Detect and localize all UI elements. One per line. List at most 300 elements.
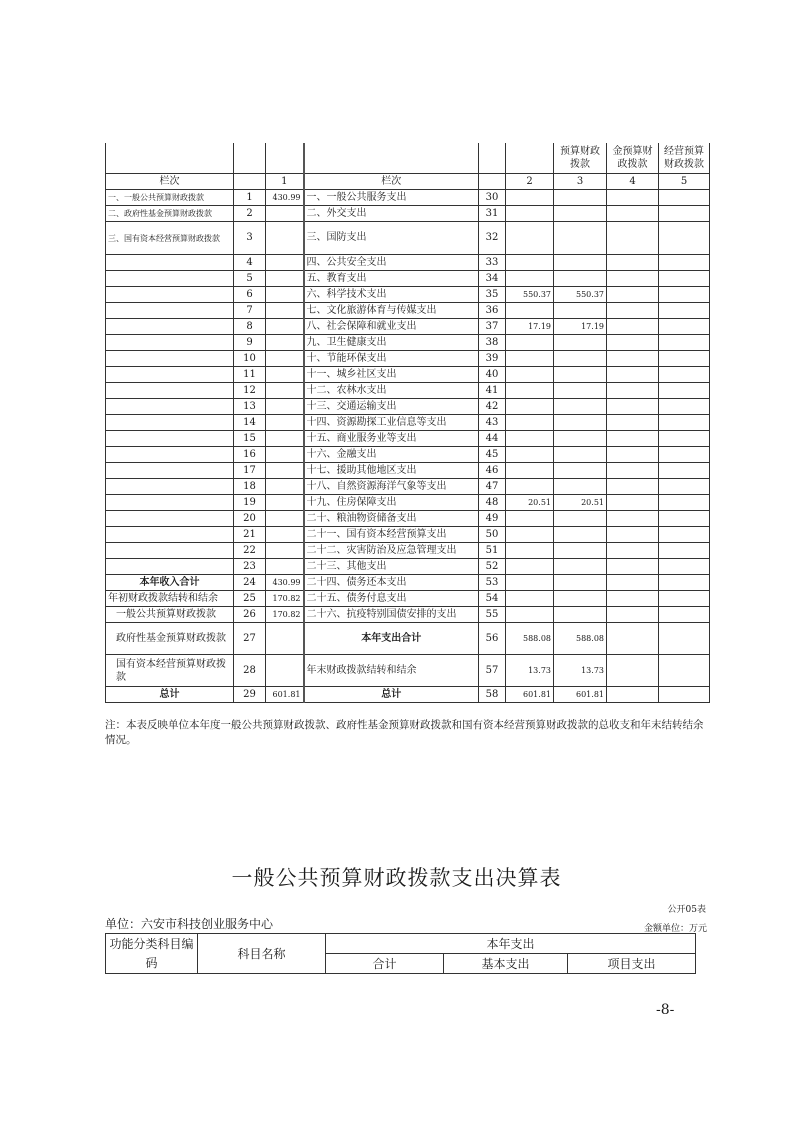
general-budget-amount — [554, 222, 607, 255]
table-row — [106, 543, 710, 559]
income-amount: 170.82 — [266, 591, 304, 607]
header-cell — [106, 143, 234, 174]
expenditure-item: 十三、交通运输支出 — [304, 399, 479, 415]
expenditure-item: 二、外交支出 — [304, 206, 479, 222]
expenditure-item: 二十二、灾害防治及应急管理支出 — [304, 543, 479, 559]
general-budget-amount — [554, 383, 607, 399]
general-budget-amount — [554, 335, 607, 351]
expenditure-line-no: 45 — [479, 447, 506, 463]
expenditure-item: 二十、粮油物资储备支出 — [304, 511, 479, 527]
general-budget-amount: 601.81 — [554, 687, 607, 703]
expenditure-line-no: 38 — [479, 335, 506, 351]
table-row — [106, 431, 710, 447]
table-row — [106, 351, 710, 367]
index-col1: 1 — [266, 174, 304, 190]
state-capital-amount — [659, 335, 710, 351]
income-item: 政府性基金预算财政拨款 — [106, 623, 234, 655]
state-capital-amount — [659, 303, 710, 319]
expenditure-line-no: 56 — [479, 623, 506, 655]
state-capital-amount — [659, 623, 710, 655]
table-row — [106, 271, 710, 287]
table-row — [106, 399, 710, 415]
table-row — [106, 687, 710, 703]
expenditure-item: 十九、住房保障支出 — [304, 495, 479, 511]
income-line-no: 5 — [234, 271, 266, 287]
state-capital-amount — [659, 655, 710, 687]
expenditure-item: 十二、农林水支出 — [304, 383, 479, 399]
expenditure-total — [506, 222, 554, 255]
expenditure-item: 二十四、债务还本支出 — [304, 575, 479, 591]
expenditure-total — [506, 591, 554, 607]
general-budget-amount — [554, 206, 607, 222]
table-row — [106, 303, 710, 319]
general-budget-amount — [554, 303, 607, 319]
amount-unit-label: 金额单位：万元 — [643, 924, 707, 934]
gov-fund-amount — [607, 463, 659, 479]
table-row — [106, 559, 710, 575]
expenditure-total — [506, 255, 554, 271]
gov-fund-amount — [607, 255, 659, 271]
general-budget-amount — [554, 431, 607, 447]
income-amount — [266, 543, 304, 559]
gov-fund-amount — [607, 687, 659, 703]
general-budget-amount — [554, 399, 607, 415]
gov-fund-amount — [607, 559, 659, 575]
state-capital-amount — [659, 399, 710, 415]
expenditure-total — [506, 351, 554, 367]
expenditure-total — [506, 303, 554, 319]
expenditure-item: 十八、自然资源海洋气象等支出 — [304, 479, 479, 495]
gov-fund-amount — [607, 543, 659, 559]
gov-fund-amount — [607, 303, 659, 319]
table-header-row — [106, 143, 710, 174]
table-row — [106, 190, 710, 206]
expenditure-item: 二十六、抗疫特别国债安排的支出 — [304, 607, 479, 623]
table-row — [106, 591, 710, 607]
income-amount — [266, 255, 304, 271]
expenditure-total: 601.81 — [506, 687, 554, 703]
income-item — [106, 335, 234, 351]
income-line-no: 23 — [234, 559, 266, 575]
income-line-no: 6 — [234, 287, 266, 303]
table-row — [106, 527, 710, 543]
state-capital-amount — [659, 463, 710, 479]
header-basic: 基本支出 — [444, 954, 568, 974]
gov-fund-amount — [607, 399, 659, 415]
expenditure-line-no: 36 — [479, 303, 506, 319]
general-budget-amount — [554, 575, 607, 591]
income-item — [106, 495, 234, 511]
income-line-no: 16 — [234, 447, 266, 463]
fiscal-appropriation-summary-table — [105, 143, 710, 703]
income-item — [106, 383, 234, 399]
income-item — [106, 255, 234, 271]
general-budget-amount — [554, 190, 607, 206]
header-current-year-expenditure: 本年支出 — [326, 934, 696, 954]
expenditure-total — [506, 271, 554, 287]
state-capital-amount — [659, 271, 710, 287]
expenditure-item: 年末财政拨款结转和结余 — [304, 655, 479, 687]
income-line-no: 17 — [234, 463, 266, 479]
index-label-right: 栏次 — [304, 174, 479, 190]
state-capital-amount — [659, 591, 710, 607]
gov-fund-amount — [607, 575, 659, 591]
state-capital-amount — [659, 206, 710, 222]
expenditure-total — [506, 431, 554, 447]
expenditure-total — [506, 399, 554, 415]
state-capital-amount — [659, 559, 710, 575]
income-line-no: 4 — [234, 255, 266, 271]
income-item — [106, 543, 234, 559]
expenditure-item: 一、一般公共服务支出 — [304, 190, 479, 206]
income-amount — [266, 335, 304, 351]
expenditure-item: 八、社会保障和就业支出 — [304, 319, 479, 335]
expenditure-line-no: 33 — [479, 255, 506, 271]
income-line-no: 10 — [234, 351, 266, 367]
income-item: 本年收入合计 — [106, 575, 234, 591]
unit-label: 单位：六安市科技创业服务中心 — [105, 917, 274, 931]
income-line-no: 3 — [234, 222, 266, 255]
table-row — [106, 255, 710, 271]
income-amount: 430.99 — [266, 190, 304, 206]
income-line-no: 12 — [234, 383, 266, 399]
gov-fund-amount — [607, 271, 659, 287]
expenditure-total — [506, 367, 554, 383]
expenditure-item: 二十三、其他支出 — [304, 559, 479, 575]
income-item — [106, 399, 234, 415]
income-amount — [266, 399, 304, 415]
expenditure-item: 十五、商业服务业等支出 — [304, 431, 479, 447]
table-row — [106, 575, 710, 591]
income-amount: 430.99 — [266, 575, 304, 591]
income-line-no: 7 — [234, 303, 266, 319]
gov-fund-amount — [607, 511, 659, 527]
gov-fund-amount — [607, 351, 659, 367]
income-item — [106, 367, 234, 383]
table-row — [106, 655, 710, 687]
income-amount — [266, 383, 304, 399]
expenditure-line-no: 34 — [479, 271, 506, 287]
income-amount — [266, 415, 304, 431]
expenditure-line-no: 31 — [479, 206, 506, 222]
state-capital-amount — [659, 190, 710, 206]
table-row — [106, 206, 710, 222]
general-budget-amount — [554, 543, 607, 559]
expenditure-line-no: 43 — [479, 415, 506, 431]
gov-fund-amount — [607, 527, 659, 543]
gov-fund-amount — [607, 367, 659, 383]
expenditure-line-no: 54 — [479, 591, 506, 607]
form-number: 公开05表 — [667, 905, 706, 915]
index-cell — [479, 174, 506, 190]
income-amount — [266, 623, 304, 655]
gov-fund-amount — [607, 447, 659, 463]
index-col4: 4 — [607, 174, 659, 190]
state-capital-amount — [659, 687, 710, 703]
income-item — [106, 271, 234, 287]
gov-fund-amount — [607, 335, 659, 351]
income-line-no: 11 — [234, 367, 266, 383]
header-cell — [266, 143, 304, 174]
general-budget-amount — [554, 527, 607, 543]
table-row — [106, 367, 710, 383]
gov-fund-amount — [607, 383, 659, 399]
page-number: -8- — [656, 1002, 675, 1018]
income-amount — [266, 527, 304, 543]
expenditure-line-no: 53 — [479, 575, 506, 591]
general-budget-amount: 588.08 — [554, 623, 607, 655]
header-col3: 预算财政拨款 — [554, 143, 607, 174]
income-line-no: 28 — [234, 655, 266, 687]
income-amount — [266, 655, 304, 687]
state-capital-amount — [659, 447, 710, 463]
header-code: 功能分类科目编码 — [106, 934, 198, 974]
expenditure-item: 十六、金融支出 — [304, 447, 479, 463]
header-col5: 经营预算财政拨款 — [659, 143, 710, 174]
expenditure-line-no: 46 — [479, 463, 506, 479]
table-row — [106, 495, 710, 511]
income-amount — [266, 495, 304, 511]
income-amount — [266, 271, 304, 287]
income-line-no: 20 — [234, 511, 266, 527]
income-amount — [266, 367, 304, 383]
general-budget-expenditure-table — [105, 933, 696, 974]
expenditure-line-no: 48 — [479, 495, 506, 511]
expenditure-total — [506, 447, 554, 463]
index-col2: 2 — [506, 174, 554, 190]
general-budget-amount — [554, 255, 607, 271]
income-item — [106, 287, 234, 303]
expenditure-total — [506, 335, 554, 351]
income-line-no: 13 — [234, 399, 266, 415]
income-item — [106, 431, 234, 447]
state-capital-amount — [659, 543, 710, 559]
state-capital-amount — [659, 527, 710, 543]
expenditure-item: 二十一、国有资本经营预算支出 — [304, 527, 479, 543]
table-note: 注：本表反映单位本年度一般公共预算财政拨款、政府性基金预算财政拨款和国有资本经营预算财政拨款的总收支和年末结转结余情况。 — [105, 719, 704, 746]
expenditure-item: 十、节能环保支出 — [304, 351, 479, 367]
section-title: 一般公共预算财政拨款支出决算表 — [231, 866, 562, 890]
gov-fund-amount — [607, 319, 659, 335]
general-budget-amount — [554, 591, 607, 607]
expenditure-line-no: 55 — [479, 607, 506, 623]
expenditure-total — [506, 607, 554, 623]
income-item — [106, 527, 234, 543]
header-name: 科目名称 — [198, 934, 326, 974]
income-amount — [266, 287, 304, 303]
expenditure-line-no: 47 — [479, 479, 506, 495]
income-item: 三、国有资本经营预算财政拨款 — [106, 222, 234, 255]
state-capital-amount — [659, 222, 710, 255]
expenditure-line-no: 40 — [479, 367, 506, 383]
expenditure-total — [506, 575, 554, 591]
table-row — [106, 607, 710, 623]
expenditure-total — [506, 511, 554, 527]
state-capital-amount — [659, 575, 710, 591]
gov-fund-amount — [607, 431, 659, 447]
expenditure-total — [506, 206, 554, 222]
income-amount — [266, 303, 304, 319]
table-row — [106, 222, 710, 255]
income-item: 一、一般公共预算财政拨款 — [106, 190, 234, 206]
header-cell — [234, 143, 266, 174]
state-capital-amount — [659, 511, 710, 527]
gov-fund-amount — [607, 623, 659, 655]
expenditure-line-no: 44 — [479, 431, 506, 447]
income-item — [106, 463, 234, 479]
income-line-no: 9 — [234, 335, 266, 351]
income-item — [106, 319, 234, 335]
income-amount — [266, 319, 304, 335]
gov-fund-amount — [607, 287, 659, 303]
expenditure-line-no: 57 — [479, 655, 506, 687]
table-row — [106, 479, 710, 495]
general-budget-amount — [554, 271, 607, 287]
table-row — [106, 415, 710, 431]
expenditure-item: 本年支出合计 — [304, 623, 479, 655]
expenditure-total — [506, 559, 554, 575]
income-item — [106, 479, 234, 495]
general-budget-amount: 17.19 — [554, 319, 607, 335]
gov-fund-amount — [607, 479, 659, 495]
income-line-no: 25 — [234, 591, 266, 607]
table-row — [106, 319, 710, 335]
table-row — [106, 383, 710, 399]
general-budget-amount: 550.37 — [554, 287, 607, 303]
expenditure-line-no: 52 — [479, 559, 506, 575]
index-col5: 5 — [659, 174, 710, 190]
expenditure-item: 十七、援助其他地区支出 — [304, 463, 479, 479]
index-col3: 3 — [554, 174, 607, 190]
income-amount — [266, 511, 304, 527]
expenditure-line-no: 42 — [479, 399, 506, 415]
expenditure-item: 总计 — [304, 687, 479, 703]
income-item: 总计 — [106, 687, 234, 703]
general-budget-amount — [554, 351, 607, 367]
general-budget-amount — [554, 559, 607, 575]
expenditure-line-no: 37 — [479, 319, 506, 335]
state-capital-amount — [659, 287, 710, 303]
header-project: 项目支出 — [568, 954, 696, 974]
general-budget-amount — [554, 415, 607, 431]
table-row — [106, 447, 710, 463]
expenditure-item: 十一、城乡社区支出 — [304, 367, 479, 383]
expenditure-total — [506, 383, 554, 399]
general-budget-amount: 13.73 — [554, 655, 607, 687]
column-index-row — [106, 174, 710, 190]
income-item: 国有资本经营预算财政拨款 — [106, 655, 234, 687]
gov-fund-amount — [607, 655, 659, 687]
expenditure-line-no: 32 — [479, 222, 506, 255]
state-capital-amount — [659, 431, 710, 447]
expenditure-total — [506, 543, 554, 559]
general-budget-amount — [554, 479, 607, 495]
general-budget-amount — [554, 511, 607, 527]
general-budget-amount — [554, 367, 607, 383]
expenditure-total: 17.19 — [506, 319, 554, 335]
income-line-no: 15 — [234, 431, 266, 447]
table-header-row — [106, 934, 696, 954]
header-cell — [479, 143, 506, 174]
state-capital-amount — [659, 479, 710, 495]
income-item — [106, 303, 234, 319]
income-line-no: 27 — [234, 623, 266, 655]
table-row — [106, 335, 710, 351]
table-row — [106, 463, 710, 479]
income-amount: 170.82 — [266, 607, 304, 623]
table-row — [106, 623, 710, 655]
income-item: 一般公共预算财政拨款 — [106, 607, 234, 623]
income-amount — [266, 222, 304, 255]
gov-fund-amount — [607, 190, 659, 206]
header-cell — [304, 143, 479, 174]
state-capital-amount — [659, 255, 710, 271]
expenditure-line-no: 50 — [479, 527, 506, 543]
state-capital-amount — [659, 415, 710, 431]
expenditure-item: 七、文化旅游体育与传媒支出 — [304, 303, 479, 319]
income-line-no: 19 — [234, 495, 266, 511]
income-amount — [266, 351, 304, 367]
gov-fund-amount — [607, 591, 659, 607]
header-cell — [506, 143, 554, 174]
expenditure-item: 四、公共安全支出 — [304, 255, 479, 271]
income-amount — [266, 479, 304, 495]
expenditure-item: 六、科学技术支出 — [304, 287, 479, 303]
expenditure-line-no: 49 — [479, 511, 506, 527]
income-line-no: 24 — [234, 575, 266, 591]
income-item: 年初财政拨款结转和结余 — [106, 591, 234, 607]
gov-fund-amount — [607, 607, 659, 623]
income-line-no: 22 — [234, 543, 266, 559]
gov-fund-amount — [607, 415, 659, 431]
income-amount — [266, 431, 304, 447]
expenditure-line-no: 30 — [479, 190, 506, 206]
expenditure-line-no: 35 — [479, 287, 506, 303]
gov-fund-amount — [607, 495, 659, 511]
expenditure-total — [506, 463, 554, 479]
state-capital-amount — [659, 495, 710, 511]
state-capital-amount — [659, 607, 710, 623]
expenditure-total — [506, 190, 554, 206]
expenditure-total — [506, 527, 554, 543]
header-col4: 金预算财政拨款 — [607, 143, 659, 174]
income-item — [106, 559, 234, 575]
income-item: 二、政府性基金预算财政拨款 — [106, 206, 234, 222]
expenditure-line-no: 39 — [479, 351, 506, 367]
expenditure-total: 588.08 — [506, 623, 554, 655]
expenditure-total: 20.51 — [506, 495, 554, 511]
index-cell — [234, 174, 266, 190]
income-amount: 601.81 — [266, 687, 304, 703]
general-budget-amount — [554, 447, 607, 463]
income-line-no: 18 — [234, 479, 266, 495]
income-amount — [266, 559, 304, 575]
income-item — [106, 447, 234, 463]
expenditure-item: 五、教育支出 — [304, 271, 479, 287]
income-line-no: 8 — [234, 319, 266, 335]
income-item — [106, 351, 234, 367]
table-row — [106, 287, 710, 303]
state-capital-amount — [659, 351, 710, 367]
income-line-no: 21 — [234, 527, 266, 543]
gov-fund-amount — [607, 222, 659, 255]
income-item — [106, 511, 234, 527]
income-amount — [266, 206, 304, 222]
income-line-no: 2 — [234, 206, 266, 222]
expenditure-total: 13.73 — [506, 655, 554, 687]
income-line-no: 26 — [234, 607, 266, 623]
expenditure-item: 三、国防支出 — [304, 222, 479, 255]
